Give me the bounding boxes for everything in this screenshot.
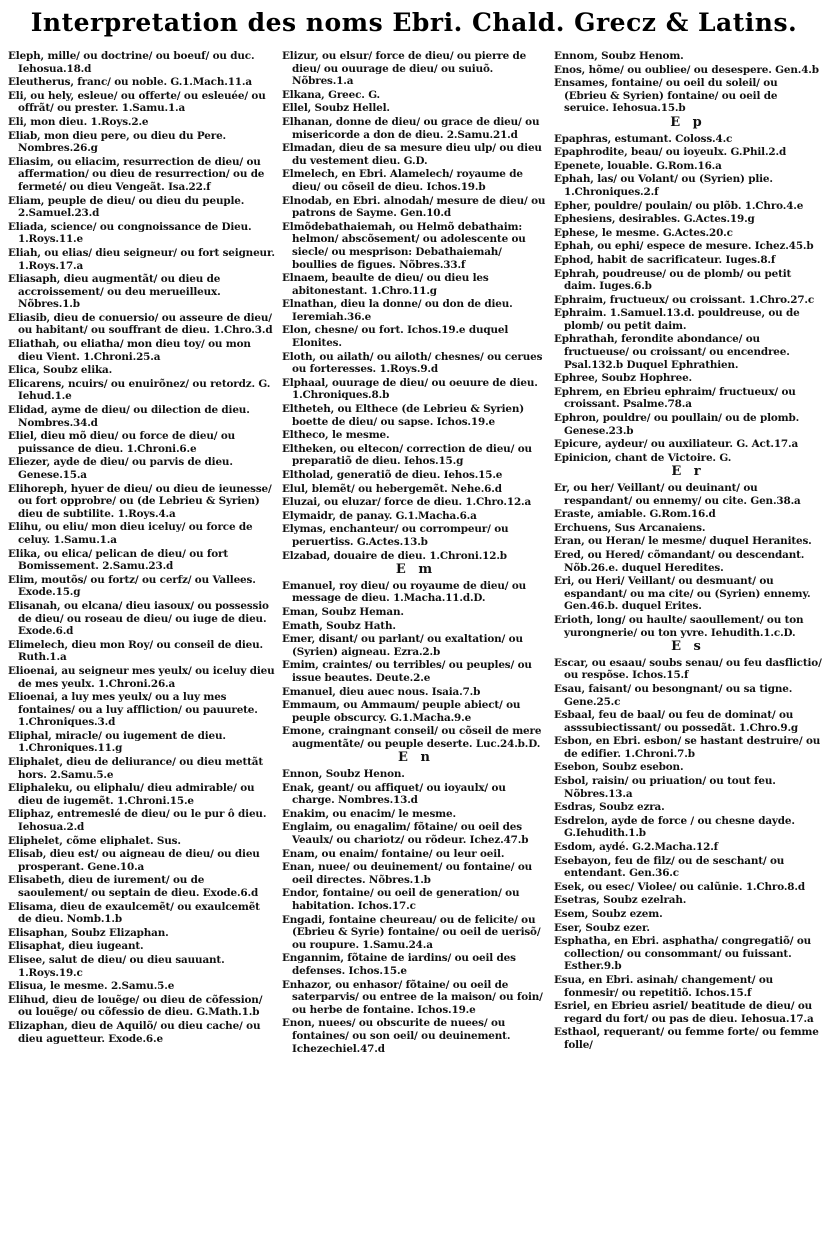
- dictionary-entry: Esem, Soubz ezem.: [554, 908, 663, 920]
- dictionary-entry: Ephrathah, ferondite abondance/ ou fructueuse/ ou croissant/ ou encendree. Psal.132.b Duquel Ephrathien.: [554, 333, 790, 371]
- dictionary-entry: Eliasim, ou eliacim, resurrection de dieu/ ou affermation/ ou dieu de resurrection/ ou de fermeté/ ou dieu Vengeãt. Isa.22.f: [8, 155, 265, 193]
- dictionary-entry: Erchuens, Sus Arcanaiens.: [554, 521, 706, 534]
- dictionary-entry: Enakim, ou enacim/ le mesme.: [282, 807, 456, 820]
- dictionary-entry: Eloth, ou ailath/ ou ailoth/ chesnes/ ou cerues ou forteresses. 1.Roys.9.d: [282, 350, 543, 376]
- dictionary-entry: Eltheken, ou eltecon/ correction de dieu/ ou preparatiõ de dieu. Iehos.15.g: [282, 442, 532, 468]
- dictionary-entry: Elon, chesne/ ou fort. Ichos.19.e duquel Elonites.: [282, 324, 509, 350]
- dictionary-entry: Ephese, le mesme. G.Actes.20.c: [554, 226, 733, 239]
- dictionary-entry: Elmadan, dieu de sa mesure dieu ulp/ ou dieu du vestement dieu. G.D.: [282, 142, 542, 167]
- dictionary-entry: Elioenai, au seigneur mes yeulx/ ou iceluy dieu de mes yeulx. 1.Chroni.26.a: [8, 664, 275, 690]
- dictionary-entry: Elisabeth, dieu de iurement/ ou de saoulement/ ou septain de dieu. Exode.6.d: [8, 874, 259, 899]
- dictionary-entry: Er, ou her/ Veillant/ ou deuinant/ ou respandant/ ou ennemy/ ou cite. Gen.38.a: [554, 482, 801, 507]
- dictionary-entry: Epher, pouldre/ poulain/ ou plõb. 1.Chro.4.e: [554, 199, 804, 212]
- dictionary-entry: Eliab, mon dieu pere, ou dieu du Pere. Nombres.26.g: [8, 129, 227, 155]
- dictionary-entry: Erioth, long/ ou haulte/ saoullement/ ou ton yurongnerie/ ou ton yvre. Iehudith.1.c.D.: [554, 613, 804, 639]
- dictionary-entry: Eliathah, ou eliatha/ mon dieu toy/ ou mon dieu Vient. 1.Chroni.25.a: [8, 338, 251, 363]
- dictionary-entry: Elisaphan, Soubz Elizaphan.: [8, 926, 169, 939]
- dictionary-entry: Epaphrodite, beau/ ou ioyeulx. G.Phil.2.d: [554, 146, 787, 159]
- dictionary-entry: Esua, en Ebri. asinah/ changement/ ou fonmesir/ ou repetitiõ. Ichos.15.f: [554, 973, 774, 999]
- dictionary-entry: Elihu, ou eliu/ mon dieu iceluy/ ou force de celuy. 1.Samu.1.a: [8, 521, 253, 546]
- dictionary-entry: Ephesiens, desirables. G.Actes.19.g: [554, 213, 755, 226]
- dictionary-entry: Elika, ou elica/ pelican de dieu/ ou fort Bomissement. 2.Samu.23.d: [8, 547, 228, 573]
- column-2: [282, 50, 550, 1246]
- dictionary-entry: Epinicion, chant de Victoire. G.: [554, 451, 732, 464]
- letter-heading: E s: [671, 639, 705, 655]
- dictionary-entry: Englaim, ou enagalim/ fõtaine/ ou oeil des Veaulx/ ou chariotz/ ou rõdeur. Ichez.47.b: [282, 821, 529, 847]
- dictionary-entry: Elizaphan, dieu de Aquilõ/ ou dieu cache/ ou dieu aguetteur. Exode.6.e: [8, 1019, 261, 1045]
- page-title: Interpretation des noms Ebri. Chald. Grecz & Latins.: [30, 8, 798, 37]
- dictionary-entry: Eluzai, ou eluzar/ force de dieu. 1.Chro.12.a: [282, 496, 532, 509]
- letter-heading: E p: [670, 114, 706, 130]
- dictionary-entry: Ephah, ou ephi/ espece de mesure. Ichez.45.b: [554, 240, 814, 253]
- dictionary-entry: Elkana, Greec. G.: [282, 88, 381, 101]
- dictionary-entry: Esdras, Soubz ezra.: [554, 801, 665, 814]
- dictionary-entry: Elhanan, donne de dieu/ ou grace de dieu/ ou misericorde a don de dieu. 2.Samu.21.d: [282, 115, 540, 141]
- letter-heading: E m: [395, 562, 437, 578]
- dictionary-entry: Ephod, habit de sacrificateur. Iuges.8.f: [554, 253, 776, 266]
- dictionary-entry: Esetras, Soubz ezelrah.: [554, 894, 687, 907]
- dictionary-entry: Emanuel, dieu auec nous. Isaia.7.b: [282, 685, 481, 698]
- dictionary-entry: Elnathan, dieu la donne/ ou don de dieu. Ieremiah.36.e: [282, 298, 513, 323]
- dictionary-entry: Esbol, raisin/ ou priuation/ ou tout feu. Nõbres.13.a: [554, 775, 776, 800]
- dictionary-entry: Esdom, aydé. G.2.Macha.12.f: [554, 841, 719, 854]
- dictionary-entry: Epicure, aydeur/ ou auxiliateur. G. Act.17.a: [554, 438, 799, 451]
- dictionary-entry: Eliezer, ayde de dieu/ ou parvis de dieu. Genese.15.a: [8, 456, 233, 481]
- dictionary-entry: Esebayon, feu de filz/ ou de seschant/ ou entendant. Gen.36.c: [554, 854, 785, 880]
- dictionary-entry: Endor, fontaine/ ou oeil de generation/ ou habitation. Ichos.17.c: [282, 887, 520, 912]
- dictionary-entry: Elisee, salut de dieu/ ou dieu sauuant. 1.Roys.19.c: [8, 953, 225, 979]
- column-3: [554, 50, 822, 1246]
- dictionary-entry: Eli, ou hely, esleue/ ou offerte/ ou esleuée/ ou offrãt/ ou prester. 1.Samu.1.a: [8, 89, 266, 115]
- dictionary-entry: Esau, faisant/ ou besongnant/ ou sa tigne. Gene.25.c: [554, 682, 793, 708]
- dictionary-entry: Eliam, peuple de dieu/ ou dieu du peuple. 2.Samuel.23.d: [8, 194, 245, 220]
- dictionary-entry: Emanuel, roy dieu/ ou royaume de dieu/ ou message de dieu. 1.Macha.11.d.D.: [282, 579, 527, 605]
- dictionary-entry: Ennon, Soubz Henon.: [282, 768, 405, 781]
- dictionary-entry: Eser, Soubz ezer.: [554, 921, 650, 934]
- dictionary-entry: Elihud, dieu de louẽge/ ou dieu de cõfession/ ou louẽge/ ou cõfessio de dieu. G.Math.1.b: [8, 993, 263, 1019]
- dictionary-entry: Esdrelon, ayde de force / ou chesne dayde. G.Iehudith.1.b: [554, 814, 795, 840]
- dictionary-entry: Enan, nuee/ ou deuinement/ ou fontaine/ ou oeil directes. Nõbres.1.b: [282, 861, 533, 886]
- dictionary-entry: Emer, disant/ ou parlant/ ou exaltation/ ou (Syrien) aigneau. Ezra.2.b: [282, 633, 523, 658]
- dictionary-entry: Ephrah, poudreuse/ ou de plomb/ ou petit daim. Iuges.6.b: [554, 267, 792, 293]
- dictionary-entry: Engannim, fõtaine de iardins/ ou oeil des defenses. Ichos.15.e: [282, 952, 516, 977]
- dictionary-entry: Eleph, mille/ ou doctrine/ ou boeuf/ ou duc. Iehosua.18.d: [8, 50, 255, 75]
- dictionary-entry: Elmelech, en Ebri. Alamelech/ royaume de dieu/ ou cõseil de dieu. Ichos.19.b: [282, 168, 523, 193]
- dictionary-entry: Elisua, le mesme. 2.Samu.5.e: [8, 980, 175, 993]
- dictionary-entry: Eltholad, generatiõ de dieu. Iehos.15.e: [282, 469, 503, 481]
- dictionary-entry: Elimelech, dieu mon Roy/ ou conseil de dieu. Ruth.1.a: [8, 638, 263, 664]
- dictionary-entry: Elisab, dieu est/ ou aigneau de dieu/ ou dieu prosperant. Gene.10.a: [8, 848, 260, 873]
- dictionary-entry: Eltheteh, ou Elthece (de Lebrieu & Syrien) boette de dieu/ ou sapse. Ichos.19.e: [282, 403, 525, 428]
- dictionary-entry: Eliasib, dieu de conuersio/ ou asseure de dieu/ ou habitant/ ou souffrant de dieu. 1.Chro.3.d: [8, 311, 273, 337]
- dictionary-entry: Ephraim, fructueux/ ou croissant. 1.Chro.27.c: [554, 293, 815, 306]
- dictionary-entry: Eman, Soubz Heman.: [282, 605, 404, 618]
- dictionary-entry: Eraste, amiable. G.Rom.16.d: [554, 508, 716, 521]
- dictionary-entry: Eliah, ou elias/ dieu seigneur/ ou fort seigneur. 1.Roys.17.a: [8, 246, 275, 272]
- dictionary-entry: Esphatha, en Ebri. asphatha/ congregatiõ/ ou collection/ ou consommant/ ou fuissant. Esther.9.b: [554, 935, 812, 973]
- dictionary-entry: Elymas, enchanteur/ ou corrompeur/ ou peruertiss. G.Actes.13.b: [282, 523, 509, 548]
- dictionary-entry: Engadi, fontaine cheureau/ ou de felicite/ ou (Ebrieu & Syrie) fontaine/ ou oeil de uerisõ/ ou roupure. 1.Samu.24.a: [282, 913, 541, 951]
- dictionary-entry: Enos, hõme/ ou oubliee/ ou desespere. Gen.4.b: [554, 63, 819, 76]
- letter-heading: E r: [671, 464, 705, 480]
- dictionary-entry: Esthaol, requerant/ ou femme forte/ ou femme folle/: [554, 1026, 819, 1051]
- dictionary-entry: Esriel, en Ebrieu asriel/ beatitude de dieu/ ou regard du fort/ ou pas de dieu. Iehosua.17.a: [554, 1000, 814, 1025]
- dictionary-entry: Escar, ou esaau/ soubs senau/ ou feu dasflictio/ ou respõse. Ichos.15.f: [554, 656, 822, 682]
- dictionary-entry: Esbon, en Ebri. esbon/ se hastant destruire/ ou de edifier. 1.Chroni.7.b: [554, 735, 821, 760]
- dictionary-entry: Enon, nuees/ ou obscurite de nuees/ ou fontaines/ ou son oeil/ ou deuinement. Ichezechiel.47.d: [282, 1017, 511, 1055]
- dictionary-entry: Elihoreph, hyuer de dieu/ ou dieu de ieunesse/ ou fort opprobre/ ou (de Lebrieu & Syrien) dieu de subtilite. 1.Roys.4.a: [8, 482, 272, 520]
- dictionary-entry: Eliphaz, entremeslé de dieu/ ou le pur ô dieu. Iehosua.2.d: [8, 808, 267, 834]
- dictionary-entry: Eliphelet, cõme eliphalet. Sus.: [8, 834, 181, 847]
- dictionary-entry: Eliasaph, dieu augmentãt/ ou dieu de accroissement/ ou deu merueilleux. Nõbres.1.b: [8, 273, 221, 311]
- dictionary-entry: Eliel, dieu mõ dieu/ ou force de dieu/ ou puissance de dieu. 1.Chroni.6.e: [8, 430, 236, 455]
- letter-heading: E n: [398, 750, 434, 766]
- dictionary-entry: Ered, ou Hered/ cõmandant/ ou descendant. Nõb.26.e. duquel Heredites.: [554, 548, 805, 574]
- dictionary-entry: Elim, moutõs/ ou fortz/ ou cerfz/ ou Vallees. Exode.15.g: [8, 573, 256, 599]
- dictionary-entry: Ephree, Soubz Hophree.: [554, 372, 693, 385]
- dictionary-entry: Elul, blemẽt/ ou hebergemẽt. Nehe.6.d: [282, 482, 502, 495]
- dictionary-entry: Eleutherus, franc/ ou noble. G.1.Mach.11.a: [8, 76, 252, 89]
- dictionary-entry: Eliphaleku, ou eliphalu/ dieu admirable/ ou dieu de iugemẽt. 1.Chroni.15.e: [8, 782, 255, 807]
- dictionary-entry: Elioenai, a luy mes yeulx/ ou a luy mes fontaines/ ou a luy affliction/ ou pauurete. 1.Chroniques.3.d: [8, 691, 258, 729]
- dictionary-entry: Eli, mon dieu. 1.Roys.2.e: [8, 115, 149, 128]
- dictionary-entry: Elphaal, ouurage de dieu/ ou oeuure de dieu. 1.Chroniques.8.b: [282, 376, 538, 402]
- dictionary-entry: Eran, ou Heran/ le mesme/ duquel Heranites.: [554, 535, 812, 548]
- dictionary-entry: Esbaal, feu de baal/ ou feu de dominat/ ou asssubiectissant/ ou possedãt. 1.Chro.9.g: [554, 709, 799, 734]
- dictionary-entry: Ephron, pouldre/ ou poullain/ ou de plomb. Genese.23.b: [554, 412, 800, 437]
- dictionary-entry: Eliphalet, dieu de deliurance/ ou dieu mettãt hors. 2.Samu.5.e: [8, 756, 263, 781]
- dictionary-entry: Eliphal, miracle/ ou iugement de dieu. 1.Chroniques.11.g: [8, 729, 226, 755]
- dictionary-entry: Elzabad, douaire de dieu. 1.Chroni.12.b: [282, 549, 507, 562]
- dictionary-entry: Elisanah, ou elcana/ dieu iasoux/ ou possessio de dieu/ ou roseau de dieu/ ou iuge de dieu. Exode.6.d: [8, 599, 269, 638]
- dictionary-entry: Eliada, science/ ou congnoissance de Dieu. 1.Roys.11.e: [8, 220, 252, 246]
- dictionary-entry: Enam, ou enaim/ fontaine/ ou leur oeil.: [282, 847, 505, 860]
- dictionary-entry: Esebon, Soubz esebon.: [554, 761, 684, 774]
- dictionary-entry: Emmaum, ou Ammaum/ peuple abiect/ ou peuple obscurcy. G.1.Macha.9.e: [282, 699, 521, 724]
- dictionary-entry: Ephraim. 1.Samuel.13.d. pouldreuse, ou de plomb/ ou petit daim.: [554, 307, 800, 332]
- column-1: [8, 50, 276, 1246]
- dictionary-entry: Elnaem, beaulte de dieu/ ou dieu les abitonestant. 1.Chro.11.g: [282, 272, 489, 297]
- dictionary-entry: Elnodab, en Ebri. alnodah/ mesure de dieu/ ou patrons de Sayme. Gen.10.d: [282, 194, 546, 220]
- dictionary-entry: Eri, ou Heri/ Veillant/ ou desmuant/ ou espandant/ ou ma cite/ ou (Syrien) ennemy. Gen.46.b. duquel Erites.: [554, 575, 811, 613]
- dictionary-entry: Esek, ou esec/ Violee/ ou calũnie. 1.Chro.8.d: [554, 880, 805, 893]
- dictionary-entry: Emim, craintes/ ou terribles/ ou peuples/ ou issue beautes. Deute.2.e: [282, 659, 532, 684]
- dictionary-entry: Enhazor, ou enhasor/ fõtaine/ ou oeil de saterparvis/ ou entree de la maison/ ou foin/ ou herbe de fontaine. Ichos.19.e: [282, 978, 543, 1016]
- dictionary-entry: Ephah, las/ ou Volant/ ou (Syrien) plie. 1.Chroniques.2.f: [554, 173, 773, 198]
- dictionary-entry: Ensames, fontaine/ ou oeil du soleil/ ou (Ebrieu & Syrien) fontaine/ ou oeil de seruice. Iehosua.15.b: [554, 77, 778, 115]
- dictionary-entry: Ephrem, en Ebrieu ephraim/ fructueux/ ou croissant. Psalme.78.a: [554, 385, 796, 411]
- dictionary-entry: Emath, Soubz Hath.: [282, 619, 396, 632]
- dictionary-entry: Elisama, dieu de exaulcemẽt/ ou exaulcemẽt de dieu. Nomb.1.b: [8, 900, 260, 926]
- dictionary-entry: Elmõdebathaiemah, ou Helmõ debathaim: helmon/ abscõsement/ ou adolescente ou siecle/ ou mesprison: Debathaiemah/ boullies de figues. Nõbres.33.f: [282, 220, 526, 271]
- dictionary-entry: Elica, Soubz elika.: [8, 364, 113, 377]
- dictionary-entry: Elicarens, ncuirs/ ou enuirõnez/ ou retordz. G. Iehud.1.e: [8, 377, 271, 403]
- dictionary-entry: Ellel, Soubz Hellel.: [282, 102, 390, 115]
- dictionary-entry: Elidad, ayme de dieu/ ou dilection de dieu. Nombres.34.d: [8, 404, 250, 429]
- dictionary-entry: Ennom, Soubz Henom.: [554, 50, 684, 62]
- dictionary-entry: Epaphras, estumant. Coloss.4.c: [554, 132, 733, 145]
- dictionary-entry: Emone, craingnant conseil/ ou cõseil de mere augmentãte/ ou peuple deserte. Luc.24.b.D.: [282, 725, 542, 750]
- dictionary-entry: Eltheco, le mesme.: [282, 429, 390, 442]
- dictionary-entry: Enak, geant/ ou affiquet/ ou ioyaulx/ ou charge. Nombres.13.d: [282, 781, 506, 807]
- dictionary-entry: Elizur, ou elsur/ force de dieu/ ou pierre de dieu/ ou ouurage de dieu/ ou suiuõ. Nõbres.1.a: [282, 50, 527, 88]
- dictionary-entry: Elisaphat, dieu iugeant.: [8, 940, 144, 953]
- dictionary-entry: Elymaidr, de panay. G.1.Macha.6.a: [282, 509, 477, 522]
- dictionary-entry: Epenete, louable. G.Rom.16.a: [554, 159, 722, 172]
